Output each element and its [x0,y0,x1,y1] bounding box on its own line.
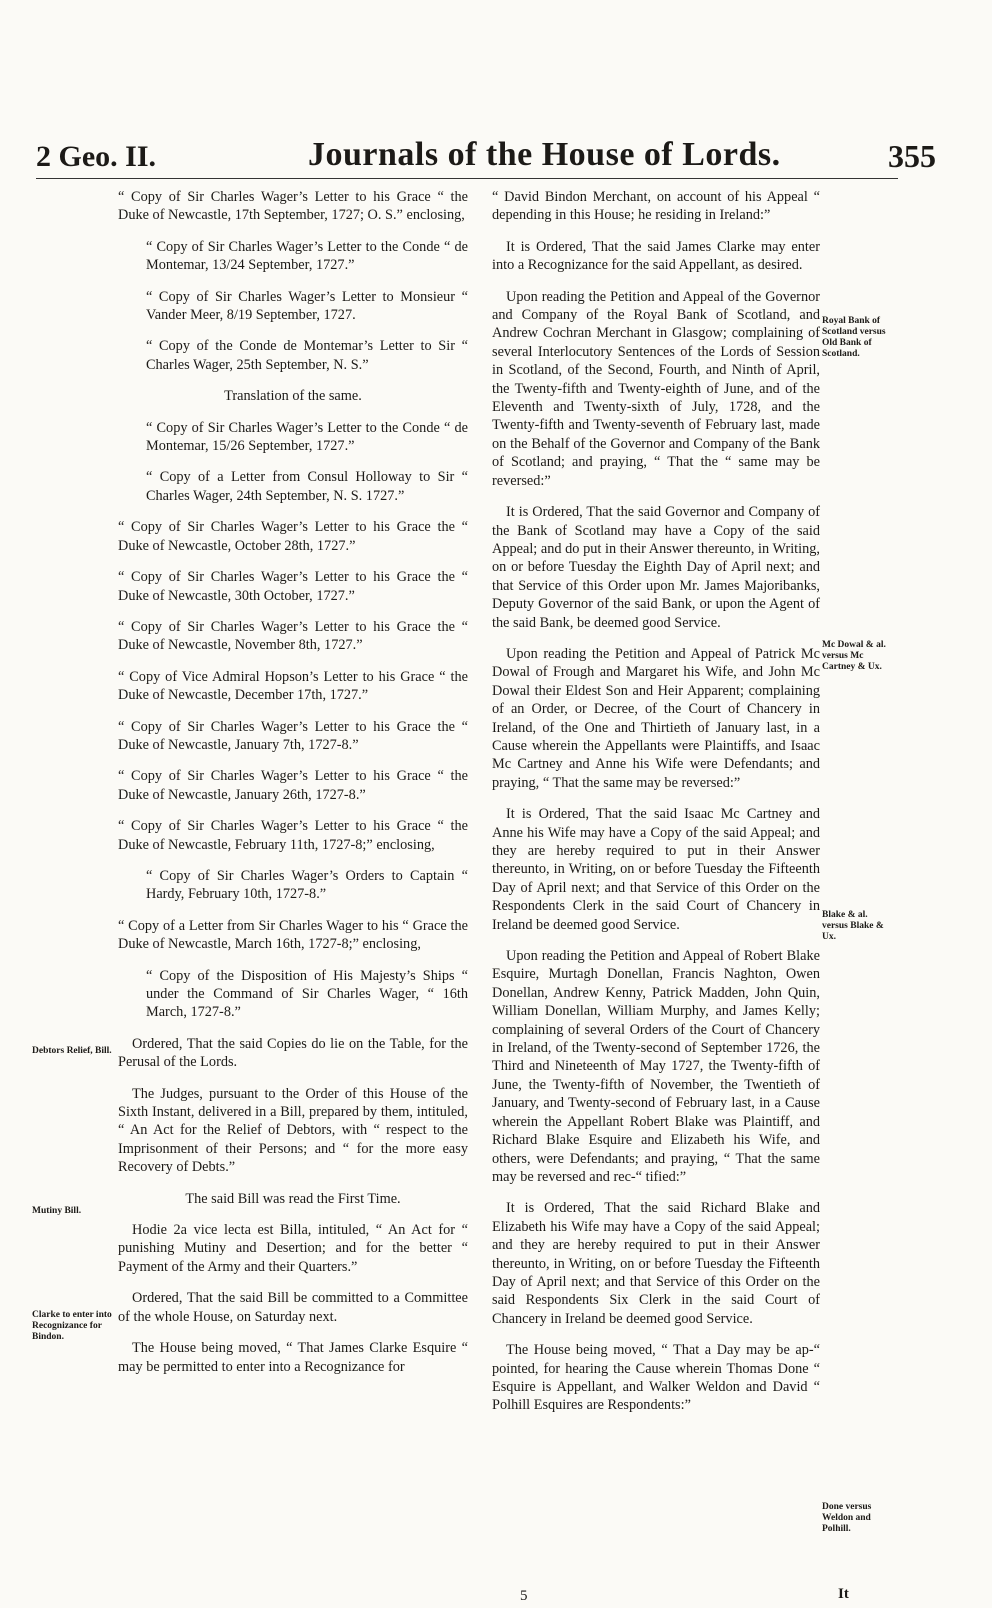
header-rule [36,178,898,179]
catchword: It [838,1586,849,1602]
debtors-bill-text: The Judges, pursuant to the Order of this House of the Sixth Instant, delivered in a Bill, prepared by them, intituled, “ An Act for the Relief of Debtors, with “ respect to the Imprisonment of their Persons; and “ for the more easy Recovery of Debts.” [118,1085,468,1176]
entry-wager-jan26: “ Copy of Sir Charles Wager’s Letter to his Grace “ the Duke of Newcastle, January 26th, 1727-8.” [118,768,468,803]
entry-wager-vandermeer: “ Copy of Sir Charles Wager’s Letter to Monsieur “ Vander Meer, 8/19 September, 1727. [146,288,468,324]
margin-note-clarke: Clarke to enter into Recognizance for Bindon. [32,1310,112,1342]
entry-wager-mar16: “ Copy of a Letter from Sir Charles Wager to his “ Grace the Duke of Newcastle, March 16th, 1727-8;” enclosing, [118,917,468,953]
order-copies-lie-on-table: Ordered, That the said Copies do lie on the Table, for the Perusal of the Lords. [118,1035,468,1071]
regnal-year: 2 Geo. II. [36,140,156,173]
done-motion: The House being moved, “ That a Day may be ap-“ pointed, for hearing the Cause wherein Thomas Done “ Esquire is Appellant, and Walker Weldon and David “ Polhill Esquires are Respondents:” [492,1342,820,1414]
right-column [492,188,820,1428]
signature-mark: 5 [520,1588,528,1604]
mutiny-bill-committed: Ordered, That the said Bill be committed to a Committee of the whole House, on Saturday next. [118,1290,468,1325]
entry-hopson-dec17: “ Copy of Vice Admiral Hopson’s Letter to his Grace “ the Duke of Newcastle, December 17th, 1727.” [118,668,468,704]
bindon-appeal-continued: “ David Bindon Merchant, on account of his Appeal “ depending in this House; he residing in Ireland:” [492,189,820,224]
translation-note: Translation of the same. [224,388,362,405]
margin-note-done: Done versus Weldon and Polhill. [822,1502,872,1534]
clarke-recognizance-motion: The House being moved, “ That James Clarke Esquire “ may be permitted to enter into a Recognizance for [118,1340,468,1375]
royal-bank-order: It is Ordered, That the said Governor and Company of the Bank of Scotland may have a Copy of the said Appeal; and do put in their Answer thereunto, in Writing, on or before Tuesday the Eighth Day of April next; and that Service of this Order upon Mr. James Majoribanks, Deputy Governor of the said Bank, or upon the Agent of the said Bank, be deemed good Service. [492,504,820,631]
margin-note-royal-bank: Royal Bank of Scotland versus Old Bank of Scotland. [822,316,886,359]
entry-wager-jan7: “ Copy of Sir Charles Wager’s Letter to his Grace the “ Duke of Newcastle, January 7th, 1727-8.” [118,718,468,753]
margin-note-mutiny: Mutiny Bill. [32,1206,82,1216]
page-number: 355 [888,138,936,174]
page-header [0,0,992,190]
margin-note-debtors: Debtors Relief, Bill. [32,1046,112,1056]
entry-wager-nov8: “ Copy of Sir Charles Wager’s Letter to his Grace the “ Duke of Newcastle, November 8th, 1727.” [118,618,468,654]
mcdowal-appeal: Upon reading the Petition and Appeal of Patrick Mc Dowal of Frough and Margaret his Wife, and John Mc Dowal their Eldest Son and Heir Apparent; complaining of an Order, or Decree, of the Court of Chancery in Ireland, of the One and Thirtieth of January last, in a Cause wherein the Appellants were Plaintiffs, and Isaac Mc Cartney and Anne his Wife were Defendants; and praying, “ That the same may be reversed:” [492,645,820,791]
entry-wager-feb11: “ Copy of Sir Charles Wager’s Letter to his Grace “ the Duke of Newcastle, February 11th, 1727-8;” enclosing, [118,818,468,853]
entry-wager-orders-hardy: “ Copy of Sir Charles Wager’s Orders to Captain “ Hardy, February 10th, 1727-8.” [146,867,468,903]
blake-order: It is Ordered, That the said Richard Blake and Elizabeth his Wife may have a Copy of the said Appeal; and they are hereby required to put in their Answer thereunto, in Writing, on or before Tuesday the Fifteenth Day of April next; and that Service of this Order on the said Respondents Six Clerk in the said Court of Chancery in Ireland be deemed good Service. [492,1200,820,1327]
journal-title: Journals of the House of Lords. [308,136,781,173]
clarke-order: It is Ordered, That the said James Clarke may enter into a Recognizance for the said Appellant, as desired. [492,238,820,274]
blake-appeal: Upon reading the Petition and Appeal of Robert Blake Esquire, Murtagh Donellan, Francis Naghton, Owen Donellan, Andrew Kenny, Patrick Madden, John Quin, William Donellan, William Murphy, and James Kelly; complaining of several Orders of the Court of Chancery in Ireland, of the Twenty-second of September 1726, the Third and Nineteenth of May 1727, the Twenty-fifth of June, the Twenty-fifth of November, the Twentieth of January, and Twenty-second of February last, in a Cause wherein the Appellant Robert Blake was Plaintiff, and Richard Blake Esquire and Elizabeth his Wife, and others, were Defendants; and praying, “ That the same may be reversed and rec-“ tified:” [492,948,820,1185]
left-column [118,188,468,1389]
entry-wager-oct30: “ Copy of Sir Charles Wager’s Letter to his Grace the “ Duke of Newcastle, 30th October, 1727.” [118,569,468,604]
entry-wager-newcastle-sept: “ Copy of Sir Charles Wager’s Letter to his Grace “ the Duke of Newcastle, 17th September, 1727; O. S.” enclosing, [118,189,468,224]
royal-bank-appeal: Upon reading the Petition and Appeal of the Governor and Company of the Royal Bank of Scotland, and Andrew Cochran Merchant in Glasgow; complaining of several Interlocutory Sentences of the Lords of Session in Scotland, of the Second, Fourth, and Ninth of April, the Twenty-fifth and Twenty-eighth of June, and of the Eleventh and Twenty-sixth of July, 1728, and the Twenty-fifth and Twenty-seventh of February last, made on the Behalf of the Governor and Company of the Bank of Scotland; and praying, “ That the “ same may be reversed:” [492,288,820,489]
margin-note-mcdowal: Mc Dowal & al. versus Mc Cartney & Ux. [822,640,886,672]
entry-holloway-wager: “ Copy of a Letter from Consul Holloway to Sir “ Charles Wager, 24th September, N. S. 1727.” [146,469,468,504]
entry-disposition-ships: “ Copy of the Disposition of His Majesty’s Ships “ under the Command of Sir Charles Wager, “ 16th March, 1727-8.” [146,967,468,1021]
entry-wager-oct28: “ Copy of Sir Charles Wager’s Letter to his Grace the “ Duke of Newcastle, October 28th, 1727.” [118,519,468,554]
entry-wager-montemar-2: “ Copy of Sir Charles Wager’s Letter to the Conde “ de Montemar, 15/26 September, 1727.” [146,419,468,455]
mcdowal-order: It is Ordered, That the said Isaac Mc Cartney and Anne his Wife may have a Copy of the said Appeal; and they are hereby required to put in their Answer thereunto, in Writing, on or before Tuesday the Fifteenth Day of April next; and that Service of this Order on the Respondents Clerk in the said Court of Chancery in Ireland be deemed good Service. [492,806,820,933]
mutiny-bill-text: Hodie 2a vice lecta est Billa, intituled, “ An Act for “ punishing Mutiny and Desertion; and for the better “ Payment of the Army and their Quarters.” [118,1222,468,1275]
margin-note-blake: Blake & al. versus Blake & Ux. [822,910,884,942]
entry-wager-montemar-1: “ Copy of Sir Charles Wager’s Letter to the Conde “ de Montemar, 13/24 September, 1727.” [146,238,468,274]
debtors-bill-first-reading: The said Bill was read the First Time. [185,1190,401,1207]
entry-montemar-wager: “ Copy of the Conde de Montemar’s Letter to Sir “ Charles Wager, 25th September, N. S.” [146,338,468,373]
